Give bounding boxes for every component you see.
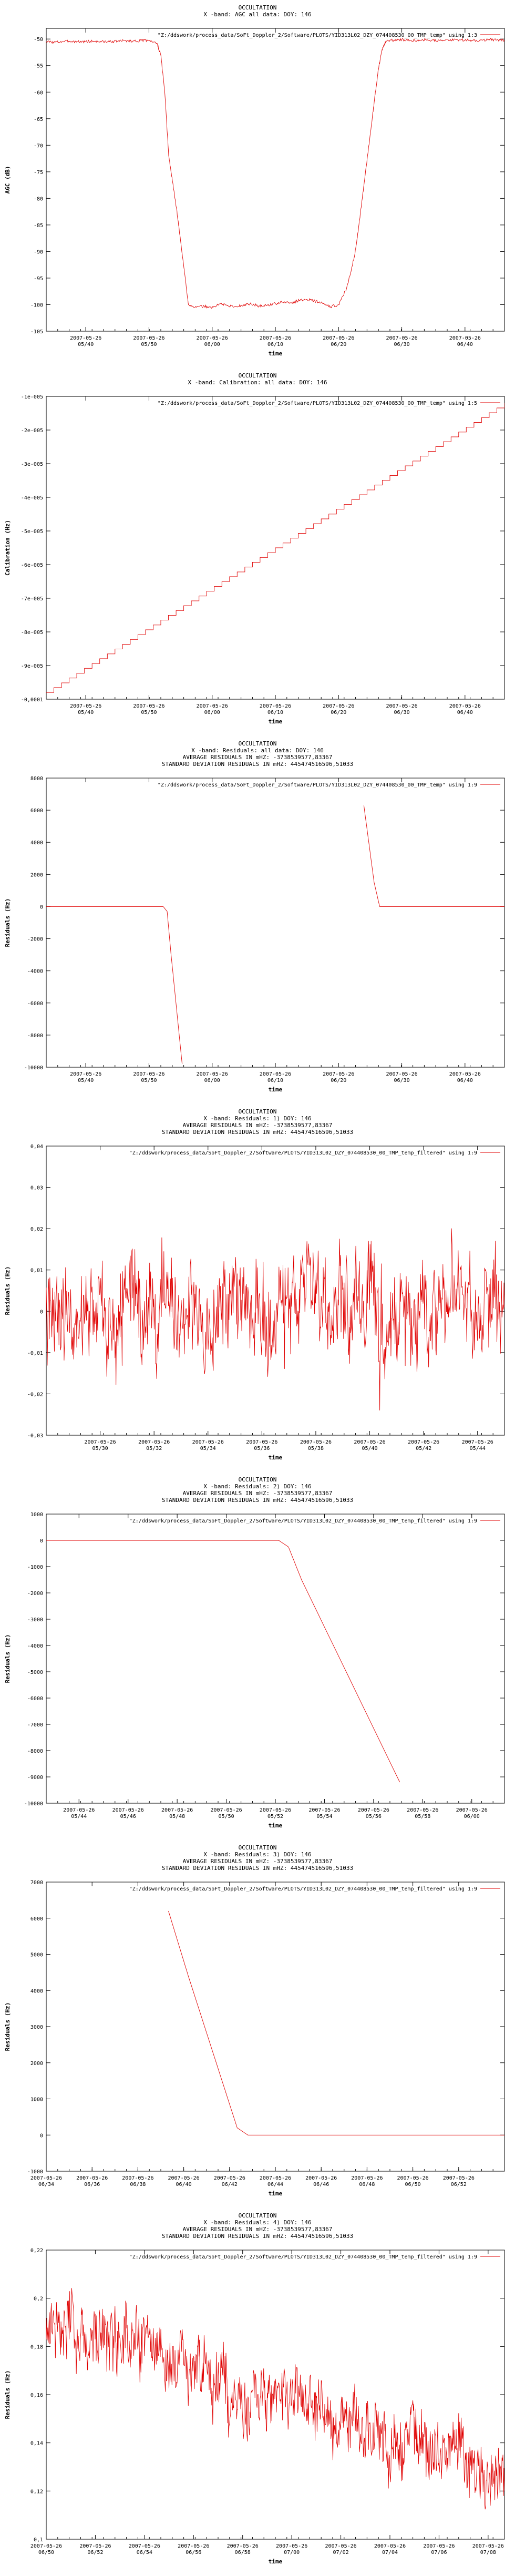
y-tick-label: -70: [33, 143, 43, 149]
y-tick-label: 0: [39, 904, 43, 911]
chart-panel-1: [0, 0, 515, 368]
y-tick-label: -9e-005: [20, 663, 43, 669]
y-tick-label: 0,1: [33, 2537, 43, 2543]
chart-title-line: X -band: Residuals: 2) DOY: 146: [203, 1483, 312, 1490]
y-tick-label: 2000: [30, 872, 43, 878]
chart-title-line: STANDARD DEVIATION RESIDUALS IN mHZ: 445474516596,51033: [161, 761, 354, 768]
chart-panel-6: [0, 1840, 515, 2208]
x-axis-label: time: [268, 1086, 283, 1093]
y-tick-label: 5000: [30, 1952, 43, 1958]
x-tick-label-date: 2007-05-26: [259, 335, 292, 341]
x-tick-label-date: 2007-05-26: [323, 1071, 355, 1077]
plot-frame: [46, 1882, 504, 2171]
chart-title-line: AVERAGE RESIDUALS IN mHZ: -3738539577,83367: [182, 1122, 333, 1129]
y-tick-label: -2000: [27, 936, 43, 943]
x-tick-label-date: 2007-05-26: [226, 2543, 259, 2549]
chart-title-line: OCCULTATION: [238, 1844, 277, 1851]
x-tick-label-time: 05/46: [120, 1814, 136, 1819]
x-tick-label-time: 06/40: [176, 2182, 192, 2187]
chart-title-line: X -band: AGC all data: DOY: 146: [203, 11, 312, 18]
x-tick-label-date: 2007-05-26: [122, 2175, 154, 2181]
chart-title-line: AVERAGE RESIDUALS IN mHZ: -3738539577,83367: [182, 754, 333, 761]
x-tick-label-date: 2007-05-26: [178, 2543, 210, 2549]
x-tick-label-time: 05/54: [316, 1814, 333, 1819]
x-tick-label-time: 06/54: [136, 2550, 152, 2555]
x-tick-label-time: 07/08: [480, 2550, 496, 2555]
y-tick-label: 0,02: [30, 1226, 43, 1233]
legend-entry: "Z:/ddswork/process_data/SoFt_Doppler_2/Software/PLOTS/YID313L02_DZY_074408530_00_TMP_temp_filtered" using 1:9: [129, 1150, 477, 1156]
x-tick-label-date: 2007-05-26: [70, 335, 102, 341]
legend-entry: "Z:/ddswork/process_data/SoFt_Doppler_2/Software/PLOTS/YID313L02_DZY_074408530_00_TMP_temp_filtered" using 1:9: [129, 1886, 477, 1892]
x-axis-label: time: [268, 1454, 283, 1461]
x-tick-label-time: 05/52: [267, 1814, 284, 1819]
x-tick-label-date: 2007-05-26: [133, 1071, 165, 1077]
y-tick-label: 6000: [30, 808, 43, 814]
plot-frame: [46, 1514, 504, 1803]
x-tick-label-date: 2007-05-26: [354, 1439, 386, 1445]
x-tick-label-time: 06/56: [186, 2550, 202, 2555]
y-tick-label: 0,03: [30, 1185, 43, 1191]
x-tick-label-time: 05/42: [416, 1446, 432, 1451]
x-tick-label-time: 06/30: [394, 710, 410, 715]
x-tick-label-time: 06/00: [464, 1814, 480, 1819]
x-tick-label-date: 2007-05-26: [168, 2175, 200, 2181]
chart-panel-5: [0, 1472, 515, 1840]
legend-entry: "Z:/ddswork/process_data/SoFt_Doppler_2/Software/PLOTS/YID313L02_DZY_074408530_00_TMP_temp_filtered" using 1:9: [129, 1518, 477, 1524]
x-tick-label-time: 06/40: [457, 710, 473, 715]
x-tick-label-date: 2007-05-26: [357, 1807, 389, 1813]
y-tick-label: -5000: [27, 1670, 43, 1675]
x-axis-label: time: [268, 718, 283, 725]
x-tick-label-date: 2007-05-26: [323, 335, 355, 341]
x-tick-label-time: 06/20: [331, 710, 347, 715]
y-tick-label: 6000: [30, 1916, 43, 1922]
series-line: [364, 805, 504, 907]
series-line: [46, 2288, 504, 2509]
chart-title-line: OCCULTATION: [238, 740, 277, 747]
y-tick-label: 0: [39, 1309, 43, 1315]
y-tick-label: -6000: [27, 1000, 43, 1007]
x-tick-label-time: 05/44: [469, 1446, 486, 1451]
chart-title-line: OCCULTATION: [238, 2212, 277, 2219]
x-tick-label-date: 2007-05-26: [276, 2543, 308, 2549]
x-tick-label-time: 06/34: [38, 2182, 55, 2187]
y-tick-label: -50: [33, 37, 43, 43]
y-tick-label: -2e-005: [20, 428, 43, 434]
y-tick-label: -0,0001: [20, 697, 43, 703]
x-tick-label-time: 05/40: [78, 342, 94, 347]
y-tick-label: -0,03: [27, 1433, 43, 1439]
y-tick-label: -7e-005: [20, 596, 43, 602]
chart-title-line: OCCULTATION: [238, 4, 277, 11]
x-tick-label-date: 2007-05-26: [76, 2175, 108, 2181]
chart-svg: [0, 736, 515, 1104]
chart-svg: [0, 2208, 515, 2576]
x-tick-label-date: 2007-05-26: [84, 1439, 116, 1445]
x-tick-label-date: 2007-05-26: [133, 703, 165, 709]
x-tick-label-time: 06/52: [87, 2550, 104, 2555]
x-tick-label-date: 2007-05-26: [133, 335, 165, 341]
x-tick-label-time: 05/50: [141, 342, 157, 347]
x-axis-label: time: [268, 2190, 283, 2197]
y-tick-label: -1000: [27, 2169, 43, 2175]
chart-title-line: OCCULTATION: [238, 1476, 277, 1483]
y-tick-label: 0,12: [30, 2489, 43, 2495]
y-axis-label: Residuals (Hz): [4, 2002, 11, 2051]
x-tick-label-date: 2007-05-26: [300, 1439, 332, 1445]
y-tick-label: -60: [33, 90, 43, 96]
x-tick-label-date: 2007-05-26: [449, 703, 481, 709]
chart-svg: [0, 1104, 515, 1472]
x-tick-label-date: 2007-05-26: [196, 703, 228, 709]
y-tick-label: -95: [33, 275, 43, 282]
y-axis-label: Residuals (Hz): [4, 1266, 11, 1315]
x-tick-label-date: 2007-05-26: [70, 1071, 102, 1077]
y-tick-label: -85: [33, 222, 43, 229]
x-tick-label-time: 06/50: [38, 2550, 55, 2555]
y-tick-label: -9000: [27, 1775, 43, 1781]
y-tick-label: -100: [30, 302, 43, 309]
x-tick-label-time: 06/00: [204, 342, 220, 347]
x-tick-label-date: 2007-05-26: [192, 1439, 224, 1445]
y-tick-label: -0,01: [27, 1350, 43, 1356]
y-tick-label: -2000: [27, 1591, 43, 1597]
x-tick-label-time: 06/42: [221, 2182, 238, 2187]
x-tick-label-date: 2007-05-26: [449, 335, 481, 341]
series-line: [46, 403, 504, 692]
x-tick-label-date: 2007-05-26: [351, 2175, 383, 2181]
y-tick-label: -55: [33, 63, 43, 69]
chart-title-line: AVERAGE RESIDUALS IN mHZ: -3738539577,83367: [182, 1490, 333, 1497]
chart-title-line: AVERAGE RESIDUALS IN mHZ: -3738539577,83367: [182, 2226, 333, 2233]
x-tick-label-date: 2007-05-26: [138, 1439, 170, 1445]
chart-svg: [0, 0, 515, 368]
x-tick-label-date: 2007-05-26: [259, 1071, 292, 1077]
x-tick-label-date: 2007-05-26: [196, 1071, 228, 1077]
series-line: [46, 1540, 400, 1782]
x-tick-label-time: 05/48: [169, 1814, 186, 1819]
x-tick-label-date: 2007-05-26: [386, 703, 418, 709]
y-tick-label: 1000: [30, 1512, 43, 1518]
x-tick-label-date: 2007-05-26: [30, 2543, 63, 2549]
x-axis-label: time: [268, 350, 283, 357]
chart-title-line: X -band: Residuals: all data: DOY: 146: [191, 747, 324, 754]
x-tick-label-date: 2007-05-26: [308, 1807, 341, 1813]
chart-title-line: X -band: Residuals: 3) DOY: 146: [203, 1851, 312, 1858]
y-tick-label: 2000: [30, 2060, 43, 2067]
y-tick-label: -3e-005: [20, 462, 43, 467]
x-tick-label-time: 06/10: [267, 342, 284, 347]
x-tick-label-date: 2007-05-26: [442, 2175, 475, 2181]
chart-svg: [0, 1840, 515, 2208]
chart-title-line: X -band: Calibration: all data: DOY: 146: [188, 379, 327, 386]
x-tick-label-time: 06/30: [394, 342, 410, 347]
y-tick-label: -1000: [27, 1565, 43, 1570]
y-tick-label: 8000: [30, 776, 43, 782]
y-tick-label: -10000: [24, 1065, 43, 1071]
y-tick-label: -6000: [27, 1696, 43, 1702]
legend-entry: "Z:/ddswork/process_data/SoFt_Doppler_2/Software/PLOTS/YID313L02_DZY_074408530_00_TMP_temp" using 1:3: [157, 33, 477, 38]
y-tick-label: 0,01: [30, 1267, 43, 1274]
x-tick-label-time: 06/44: [267, 2182, 284, 2187]
x-tick-label-date: 2007-05-26: [374, 2543, 406, 2549]
series-line: [46, 1229, 504, 1410]
chart-svg: [0, 368, 515, 736]
x-tick-label-time: 05/40: [78, 1078, 94, 1083]
chart-panel-2: [0, 368, 515, 736]
legend-entry: "Z:/ddswork/process_data/SoFt_Doppler_2/Software/PLOTS/YID313L02_DZY_074408530_00_TMP_temp" using 1:9: [157, 782, 477, 788]
x-tick-label-time: 06/00: [204, 1078, 220, 1083]
plot-frame: [46, 778, 504, 1067]
x-tick-label-time: 06/00: [204, 710, 220, 715]
series-line: [46, 38, 504, 309]
y-tick-label: 0,14: [30, 2440, 43, 2447]
x-tick-label-time: 06/20: [331, 342, 347, 347]
x-tick-label-date: 2007-05-26: [407, 1807, 439, 1813]
x-tick-label-date: 2007-05-26: [449, 1071, 481, 1077]
series-line: [169, 1911, 505, 2135]
x-tick-label-date: 2007-05-26: [259, 1807, 292, 1813]
y-tick-label: -3000: [27, 1617, 43, 1623]
chart-title-line: STANDARD DEVIATION RESIDUALS IN mHZ: 445474516596,51033: [161, 1129, 354, 1136]
x-tick-label-date: 2007-05-26: [196, 335, 228, 341]
x-tick-label-time: 05/50: [141, 710, 157, 715]
y-tick-label: -7000: [27, 1722, 43, 1728]
y-tick-label: -8000: [27, 1033, 43, 1039]
x-tick-label-date: 2007-05-26: [325, 2543, 357, 2549]
x-tick-label-date: 2007-05-26: [397, 2175, 429, 2181]
x-tick-label-date: 2007-05-26: [70, 703, 102, 709]
y-tick-label: -4e-005: [20, 495, 43, 501]
y-tick-label: -75: [33, 169, 43, 176]
chart-title-line: STANDARD DEVIATION RESIDUALS IN mHZ: 445474516596,51033: [161, 1497, 354, 1504]
x-tick-label-time: 06/58: [234, 2550, 251, 2555]
x-tick-label-date: 2007-05-26: [112, 1807, 144, 1813]
x-tick-label-time: 06/36: [84, 2182, 100, 2187]
x-tick-label-time: 05/36: [254, 1446, 270, 1451]
x-tick-label-time: 06/40: [457, 342, 473, 347]
x-tick-label-time: 06/40: [457, 1078, 473, 1083]
x-tick-label-date: 2007-05-26: [305, 2175, 337, 2181]
plot-frame: [46, 1146, 504, 1435]
x-tick-label-date: 2007-05-26: [386, 335, 418, 341]
x-tick-label-time: 05/38: [307, 1446, 324, 1451]
x-tick-label-date: 2007-05-26: [259, 703, 292, 709]
x-tick-label-date: 2007-05-26: [456, 1807, 488, 1813]
y-tick-label: 4000: [30, 840, 43, 846]
x-tick-label-time: 06/52: [450, 2182, 467, 2187]
y-tick-label: -80: [33, 196, 43, 202]
y-tick-label: 3000: [30, 2025, 43, 2030]
y-tick-label: 0,18: [30, 2344, 43, 2350]
x-tick-label-date: 2007-05-26: [423, 2543, 455, 2549]
y-tick-label: -5e-005: [20, 529, 43, 535]
x-tick-label-time: 06/20: [331, 1078, 347, 1083]
x-tick-label-date: 2007-05-26: [386, 1071, 418, 1077]
chart-svg: [0, 1472, 515, 1840]
x-tick-label-time: 06/30: [394, 1078, 410, 1083]
y-tick-label: -65: [33, 116, 43, 122]
chart-title-line: AVERAGE RESIDUALS IN mHZ: -3738539577,83367: [182, 1858, 333, 1865]
y-tick-label: -90: [33, 249, 43, 255]
y-tick-label: -1e-005: [20, 394, 43, 400]
x-axis-label: time: [268, 1822, 283, 1829]
y-tick-label: 0: [39, 1538, 43, 1544]
x-tick-label-time: 05/34: [200, 1446, 216, 1451]
y-tick-label: 1000: [30, 2097, 43, 2103]
x-tick-label-time: 05/32: [146, 1446, 162, 1451]
x-tick-label-date: 2007-05-26: [210, 1807, 242, 1813]
y-axis-label: Calibration (Hz): [4, 520, 11, 576]
x-tick-label-date: 2007-05-26: [63, 1807, 95, 1813]
x-tick-label-date: 2007-05-26: [461, 1439, 493, 1445]
x-tick-label-time: 06/50: [405, 2182, 421, 2187]
x-tick-label-date: 2007-05-26: [259, 2175, 292, 2181]
chart-title-line: X -band: Residuals: 4) DOY: 146: [203, 2219, 312, 2226]
x-tick-label-time: 05/50: [218, 1814, 234, 1819]
x-tick-label-date: 2007-05-26: [30, 2175, 63, 2181]
chart-title-line: X -band: Residuals: 1) DOY: 146: [203, 1115, 312, 1122]
x-tick-label-date: 2007-05-26: [246, 1439, 278, 1445]
series-line: [46, 906, 182, 1064]
x-tick-label-date: 2007-05-26: [213, 2175, 245, 2181]
y-tick-label: -10000: [24, 1801, 43, 1807]
x-tick-label-date: 2007-05-26: [128, 2543, 160, 2549]
x-tick-label-time: 06/10: [267, 710, 284, 715]
x-tick-label-date: 2007-05-26: [161, 1807, 193, 1813]
y-axis-label: Residuals (Hz): [4, 898, 11, 947]
x-tick-label-time: 06/38: [130, 2182, 146, 2187]
x-tick-label-date: 2007-05-26: [79, 2543, 111, 2549]
y-tick-label: -8e-005: [20, 630, 43, 636]
x-axis-label: time: [268, 2558, 283, 2565]
x-tick-label-date: 2007-05-26: [408, 1439, 440, 1445]
x-tick-label-time: 05/44: [71, 1814, 87, 1819]
chart-panel-4: [0, 1104, 515, 1472]
y-tick-label: 0: [39, 2133, 43, 2139]
x-tick-label-time: 06/48: [359, 2182, 375, 2187]
y-axis-label: AGC (dB): [4, 166, 11, 194]
y-tick-label: -105: [30, 329, 43, 335]
x-tick-label-time: 05/56: [365, 1814, 382, 1819]
y-tick-label: -8000: [27, 1749, 43, 1754]
y-tick-label: 0,2: [33, 2296, 43, 2302]
x-tick-label-time: 05/58: [415, 1814, 431, 1819]
x-tick-label-time: 07/04: [382, 2550, 398, 2555]
x-tick-label-date: 2007-05-26: [323, 703, 355, 709]
x-tick-label-time: 05/50: [141, 1078, 157, 1083]
x-tick-label-time: 07/06: [431, 2550, 447, 2555]
y-tick-label: 0,22: [30, 2248, 43, 2254]
chart-panel-7: [0, 2208, 515, 2576]
chart-panel-3: [0, 736, 515, 1104]
y-tick-label: -6e-005: [20, 563, 43, 568]
legend-entry: "Z:/ddswork/process_data/SoFt_Doppler_2/Software/PLOTS/YID313L02_DZY_074408530_00_TMP_temp" using 1:5: [157, 401, 477, 406]
x-tick-label-date: 2007-05-26: [472, 2543, 504, 2549]
y-tick-label: 0,04: [30, 1144, 43, 1150]
y-tick-label: -4000: [27, 968, 43, 975]
x-tick-label-time: 06/46: [313, 2182, 329, 2187]
plot-frame: [46, 2250, 504, 2539]
chart-title-line: OCCULTATION: [238, 372, 277, 379]
chart-title-line: STANDARD DEVIATION RESIDUALS IN mHZ: 445474516596,51033: [161, 1865, 354, 1872]
x-tick-label-time: 05/40: [78, 710, 94, 715]
x-tick-label-time: 05/30: [92, 1446, 108, 1451]
legend-entry: "Z:/ddswork/process_data/SoFt_Doppler_2/Software/PLOTS/YID313L02_DZY_074408530_00_TMP_temp_filtered" using 1:9: [129, 2254, 477, 2260]
y-axis-label: Residuals (Hz): [4, 1634, 11, 1683]
y-tick-label: 7000: [30, 1880, 43, 1886]
x-tick-label-time: 05/40: [362, 1446, 378, 1451]
x-tick-label-time: 07/00: [284, 2550, 300, 2555]
chart-title-line: STANDARD DEVIATION RESIDUALS IN mHZ: 445474516596,51033: [161, 2233, 354, 2240]
y-tick-label: -4000: [27, 1643, 43, 1649]
x-tick-label-time: 07/02: [333, 2550, 349, 2555]
chart-title-line: OCCULTATION: [238, 1108, 277, 1115]
x-tick-label-time: 06/10: [267, 1078, 284, 1083]
y-tick-label: -0,02: [27, 1392, 43, 1398]
y-tick-label: 4000: [30, 1988, 43, 1995]
y-axis-label: Residuals (Hz): [4, 2370, 11, 2419]
plot-frame: [46, 28, 504, 331]
y-tick-label: 0,16: [30, 2393, 43, 2398]
